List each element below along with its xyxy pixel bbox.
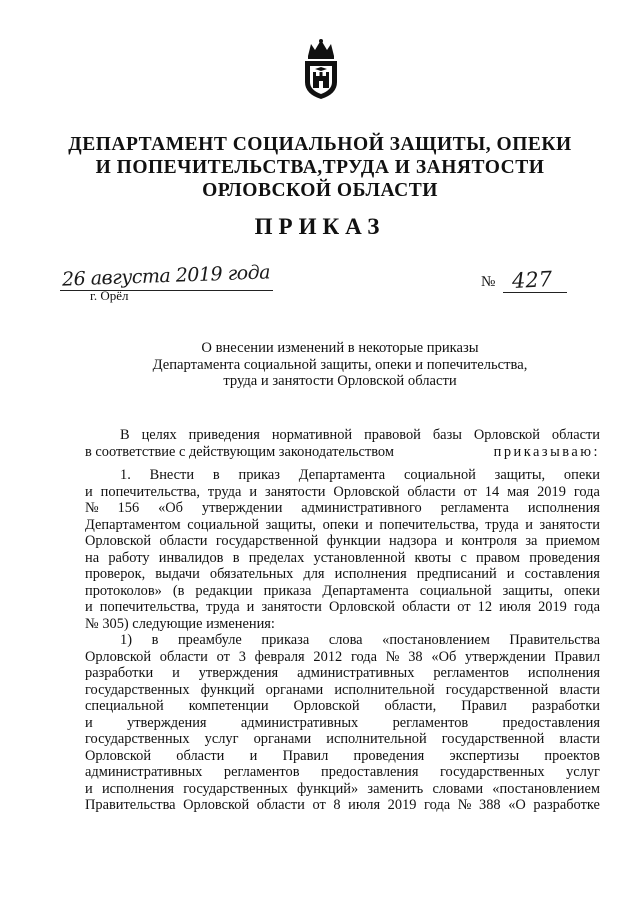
word: приказываю: [493, 443, 600, 460]
city-label: г. Орёл [90, 288, 129, 303]
word: «Об [431, 648, 457, 665]
word: государственной [441, 731, 545, 747]
word: области [256, 797, 305, 813]
word: Орловской [473, 427, 540, 443]
text-line [85, 517, 600, 534]
word: государственной [445, 681, 549, 698]
word: государственных [85, 681, 190, 698]
word: исполнительной [326, 731, 427, 747]
word: и [85, 714, 93, 731]
word: заменить [367, 780, 424, 797]
word: попечительства, [100, 483, 200, 500]
word: социальной [187, 516, 260, 533]
order-body [85, 427, 600, 814]
word: регламентов [223, 764, 300, 780]
text-line [85, 649, 600, 666]
word: Внести [149, 467, 195, 483]
word: предписаний [416, 566, 497, 582]
word: нормативной [271, 427, 353, 443]
word: контроля [461, 533, 518, 549]
handwritten-date: 26 августа 2019 года [61, 261, 271, 291]
subject-line: труда и занятости Орловской области [223, 373, 457, 389]
word: квоты [414, 549, 452, 566]
word: Орловской [333, 483, 400, 500]
word: административных [85, 764, 203, 780]
word: года [573, 599, 600, 615]
word: области [407, 483, 456, 500]
word: власти [559, 731, 600, 747]
word: пределах [248, 549, 305, 566]
word: мая [507, 483, 530, 500]
word: на [85, 549, 100, 566]
word: года [573, 483, 600, 500]
word: 1. [120, 467, 131, 483]
word: занятости [261, 599, 322, 615]
word: исполнения [334, 566, 407, 582]
word: и [85, 483, 93, 500]
word: Правил [461, 698, 507, 714]
word: административного [301, 500, 422, 516]
word: составления [524, 566, 600, 582]
word: государственных [183, 780, 288, 797]
word: в [151, 632, 159, 648]
word: попечительства, [379, 516, 479, 533]
word: 12 [477, 599, 493, 615]
word: проверок, [85, 566, 146, 582]
word: области [159, 648, 208, 665]
word: разработки [531, 698, 600, 714]
word: Орловской [85, 747, 152, 764]
word: № [457, 797, 472, 813]
word: 2019 [387, 797, 417, 813]
word: приведения [188, 427, 260, 443]
text-line [85, 583, 600, 600]
word: приказа [263, 582, 312, 599]
number-underline [503, 292, 567, 293]
document-type-title: ПРИКАЗ [254, 214, 386, 239]
word: Орловской [183, 797, 250, 813]
word: редакции [195, 582, 253, 599]
word: опеки [322, 516, 359, 533]
word: утверждении [201, 500, 283, 516]
word: года [350, 648, 377, 665]
word: инвалидов [158, 549, 224, 566]
word: «Об [158, 500, 183, 516]
word: в [232, 549, 240, 566]
department-line-1: ДЕПАРТАМЕНТ СОЦИАЛЬНОЙ ЗАЩИТЫ, ОПЕКИ [68, 134, 572, 155]
word: 2012 [313, 648, 343, 665]
word: области [176, 747, 225, 764]
text-line [85, 566, 600, 583]
text-line [85, 731, 600, 748]
word: правовой [364, 427, 421, 443]
word: слова [328, 632, 363, 648]
word: труда [207, 483, 242, 500]
word: выдачи [155, 566, 200, 582]
word: проведения [529, 549, 600, 566]
word: «О [508, 797, 526, 813]
word: и [85, 599, 93, 615]
word: административных [297, 665, 415, 681]
word: «постановлением [382, 632, 490, 648]
word: № [85, 500, 99, 516]
word: Правил [282, 747, 329, 764]
word: в соответствие с действующим законодательством [85, 443, 394, 460]
word: регламентов [392, 714, 469, 731]
word: функции [326, 533, 381, 549]
word: проектов [544, 747, 600, 764]
word: Департаментом [85, 516, 181, 533]
word: исполнения [101, 780, 175, 797]
word: государственных [440, 764, 545, 780]
word: области, [384, 698, 437, 714]
word: от [463, 483, 477, 500]
word: утверждении [465, 648, 546, 665]
word: Правительства [509, 632, 600, 648]
word: области [402, 599, 451, 615]
word: и [365, 516, 373, 533]
word: Департамента [298, 467, 386, 483]
word: приемом [545, 533, 600, 549]
word: № 305) следующие изменения: [85, 615, 275, 632]
word: 1) [120, 632, 132, 648]
word: 3 [238, 648, 246, 665]
word: для [303, 566, 325, 582]
word: и [85, 780, 93, 797]
word: государственной [215, 533, 319, 549]
text-line [85, 550, 600, 567]
word: приказа [261, 632, 310, 648]
subitem-1-paragraph [85, 632, 600, 814]
word: занятости [539, 516, 600, 533]
word: июля [499, 599, 532, 615]
text-line [85, 748, 600, 765]
word: исполнения [527, 665, 600, 681]
word: опеки [563, 467, 600, 483]
word: органами [253, 731, 312, 747]
word: области [159, 533, 208, 549]
word: 14 [484, 483, 500, 500]
text-line [85, 427, 600, 444]
word: утверждения [198, 665, 279, 681]
word: исполнения [527, 500, 600, 516]
word: от [312, 797, 326, 813]
word: Правительства [85, 797, 176, 813]
word: работу [108, 549, 150, 566]
word: 388 [479, 797, 501, 813]
word: попечительства, [99, 599, 200, 615]
word: и [506, 566, 515, 582]
word: Орловской [85, 533, 152, 549]
text-line [85, 484, 600, 501]
text-line [85, 682, 600, 699]
word: 156 [117, 500, 140, 516]
word: защиты, [494, 467, 546, 483]
word: и [172, 665, 180, 681]
text-line [85, 665, 600, 682]
word: экспертизы [449, 747, 520, 764]
text-line [85, 632, 600, 649]
word: (в [172, 582, 185, 599]
text-line [85, 698, 600, 715]
word: приказ [238, 467, 280, 483]
handwritten-number: 427 [511, 266, 553, 294]
text-line [85, 599, 600, 616]
text-line [85, 444, 600, 461]
word: проведения [353, 747, 425, 764]
word: регламента [440, 500, 509, 516]
word: Орловской [328, 599, 395, 615]
word: года [424, 797, 451, 813]
word: и [246, 599, 255, 615]
subject-line: О внесении изменений в некоторые приказы [201, 340, 479, 356]
text-line [85, 467, 600, 484]
word: государственных [85, 731, 190, 747]
word: утверждения [127, 714, 207, 731]
word: органами [265, 681, 324, 698]
word: власти [559, 681, 600, 698]
word: административных [240, 714, 359, 731]
word: социальной [404, 467, 476, 483]
word: 2019 [538, 599, 567, 615]
text-line [85, 715, 600, 732]
word: предоставления [321, 764, 419, 780]
word: «постановлением [492, 780, 600, 797]
word: Правил [554, 648, 600, 665]
word: правом [476, 549, 521, 566]
coat-of-arms-icon [302, 38, 340, 100]
word: от [457, 599, 471, 615]
word: области [551, 427, 600, 443]
order-subject [80, 340, 600, 390]
word: словами [432, 780, 484, 797]
item-1-paragraph [85, 467, 600, 632]
word: разработки [85, 665, 154, 681]
text-line [85, 781, 600, 798]
word: труда [485, 516, 519, 533]
word: базы [432, 427, 462, 443]
word: опеки [564, 582, 600, 599]
word: труда [206, 599, 240, 615]
word: и [525, 516, 533, 533]
text-line [85, 500, 600, 517]
word: защиты, [502, 582, 554, 599]
word: июля [348, 797, 381, 813]
word: Орловской [293, 698, 360, 714]
word: предоставления [502, 714, 600, 731]
word: В [120, 427, 130, 443]
text-line [85, 533, 600, 550]
text-line [85, 616, 600, 633]
word: и [249, 747, 258, 764]
word: регламентов [433, 665, 509, 681]
word: № [385, 648, 400, 665]
word: преамбуле [177, 632, 242, 648]
subject-line: Департамента социальной защиты, опеки и попечительства, [152, 356, 528, 373]
word: надзора [389, 533, 438, 549]
word: исполнительной [334, 681, 435, 698]
word: от [216, 648, 230, 665]
word: специальной [85, 698, 164, 714]
word: услуг [566, 764, 600, 780]
word: функций [200, 681, 255, 698]
text-line [85, 797, 600, 814]
word: февраля [254, 648, 305, 665]
word: и [249, 483, 258, 500]
word: социальной [419, 582, 492, 599]
word: с [460, 549, 467, 566]
word: установленной [313, 549, 406, 566]
word: защиты, [265, 516, 317, 533]
word: 8 [333, 797, 341, 813]
word: за [525, 533, 538, 549]
word: 2019 [537, 483, 566, 500]
word: функций» [297, 780, 359, 797]
word: в [212, 467, 220, 483]
number-label: № [481, 274, 496, 290]
preamble-paragraph [85, 427, 600, 460]
word: Орловской [85, 648, 152, 665]
word: 38 [408, 648, 423, 665]
word: целях [141, 427, 177, 443]
word: занятости [265, 483, 326, 500]
word: обязательных [209, 566, 294, 582]
department-name [60, 133, 580, 202]
department-line-3: ОРЛОВСКОЙ ОБЛАСТИ [202, 180, 438, 201]
word: Департамента [322, 582, 409, 599]
text-line [85, 764, 600, 781]
department-line-2: И ПОПЕЧИТЕЛЬСТВА,ТРУДА И ЗАНЯТОСТИ [95, 157, 545, 178]
word: протоколов» [85, 582, 162, 599]
word: и [445, 533, 454, 549]
word: услуг [204, 731, 239, 747]
word: компетенции [188, 698, 269, 714]
word: разработке [533, 797, 600, 813]
